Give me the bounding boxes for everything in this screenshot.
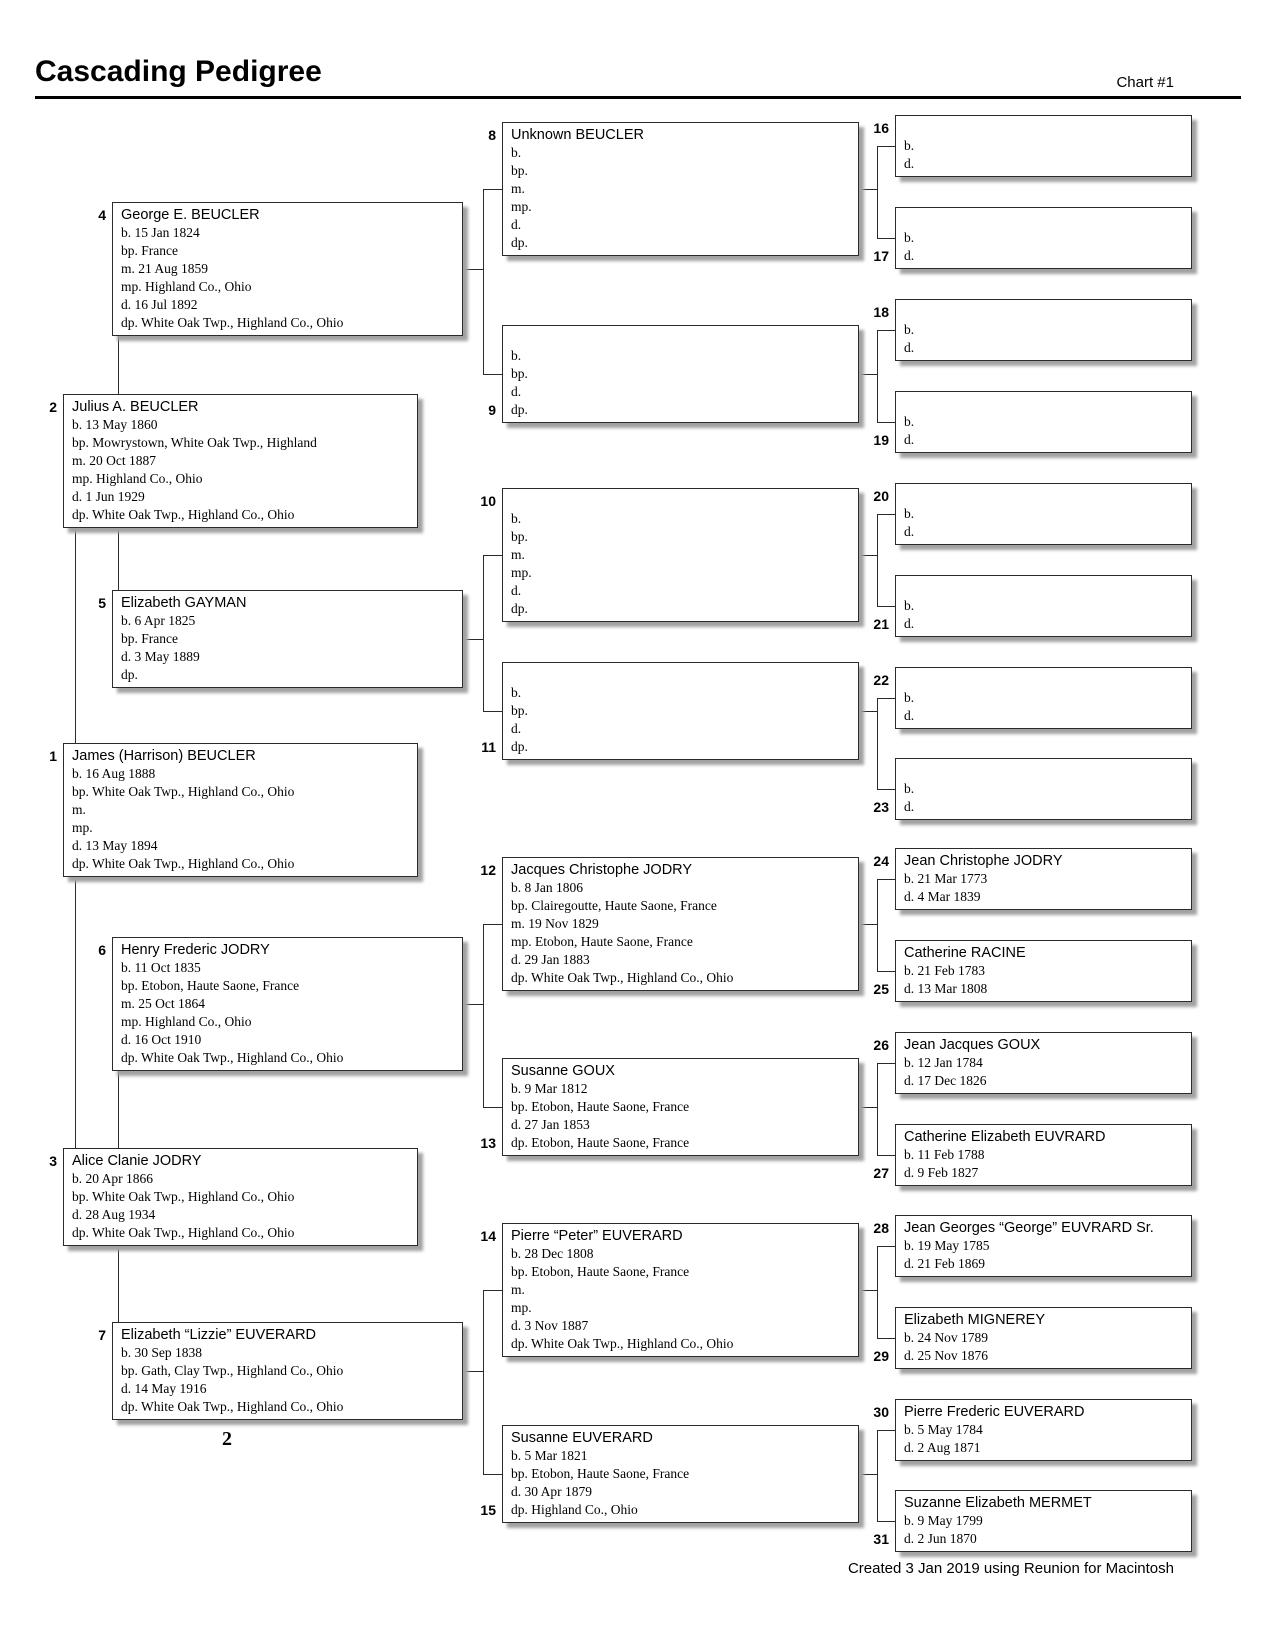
person-event: b. 9 Mar 1812 — [511, 1081, 588, 1096]
chart-number-label: Chart #1 — [1116, 74, 1174, 91]
person-event: dp. White Oak Twp., Highland Co., Ohio — [72, 856, 295, 871]
connector-line — [463, 1371, 483, 1372]
person-event: m. 20 Oct 1887 — [72, 453, 156, 468]
person-event: dp. White Oak Twp., Highland Co., Ohio — [121, 1050, 344, 1065]
person-name — [904, 303, 1183, 321]
person-event: b. — [511, 145, 522, 160]
person-box — [63, 1148, 418, 1246]
person-name: Susanne EUVERARD — [511, 1430, 653, 1446]
person-number: 29 — [873, 1348, 889, 1364]
person-event: m. 19 Nov 1829 — [511, 916, 599, 931]
person-box — [895, 575, 1192, 637]
person-box — [895, 1307, 1192, 1369]
person-event: b. — [904, 690, 915, 705]
person-event: b. 5 Mar 1821 — [511, 1448, 588, 1463]
person-event: mp. — [511, 199, 532, 214]
person-number: 28 — [873, 1220, 889, 1236]
connector-line — [118, 1071, 119, 1148]
person-event: b. — [511, 511, 522, 526]
person-event: dp. — [511, 601, 528, 616]
person-name — [904, 671, 1183, 689]
person-name: Susanne GOUX — [511, 1063, 615, 1079]
person-event: d. 17 Dec 1826 — [904, 1073, 987, 1088]
person-event: b. — [904, 138, 915, 153]
person-event: dp. White Oak Twp., Highland Co., Ohio — [72, 1225, 295, 1240]
person-event: dp. White Oak Twp., Highland Co., Ohio — [511, 970, 734, 985]
connector-line — [483, 189, 484, 374]
connector-line — [859, 924, 877, 925]
connector-line — [859, 711, 877, 712]
connector-line — [483, 1107, 502, 1108]
person-event: b. — [511, 685, 522, 700]
connector-line — [483, 555, 484, 711]
person-name: George E. BEUCLER — [121, 207, 260, 223]
person-event: bp. — [511, 163, 528, 178]
connector-line — [877, 514, 878, 606]
connector-line — [859, 1290, 877, 1291]
person-number: 27 — [873, 1165, 889, 1181]
person-event: dp. — [511, 235, 528, 250]
person-event: bp. Gath, Clay Twp., Highland Co., Ohio — [121, 1363, 344, 1378]
person-number: 21 — [873, 616, 889, 632]
person-event: bp. — [511, 366, 528, 381]
person-event: b. 15 Jan 1824 — [121, 225, 200, 240]
connector-line — [483, 1290, 502, 1291]
person-name: Pierre Frederic EUVERARD — [904, 1404, 1085, 1420]
person-name — [511, 492, 850, 510]
person-number: 25 — [873, 981, 889, 997]
connector-line — [483, 555, 502, 556]
person-box — [63, 394, 418, 528]
person-event: bp. France — [121, 631, 178, 646]
person-box — [895, 483, 1192, 545]
person-event: dp. — [511, 402, 528, 417]
connector-line — [877, 1246, 895, 1247]
person-name: Pierre “Peter” EUVERARD — [511, 1228, 683, 1244]
connector-line — [859, 189, 877, 190]
person-event: d. 2 Aug 1871 — [904, 1440, 981, 1455]
connector-line — [877, 514, 895, 515]
person-name: Jean Jacques GOUX — [904, 1037, 1041, 1053]
person-event: d. 4 Mar 1839 — [904, 889, 981, 904]
person-event: b. — [904, 230, 915, 245]
person-box — [502, 1058, 859, 1156]
person-event: b. 21 Feb 1783 — [904, 963, 985, 978]
person-number: 19 — [873, 432, 889, 448]
page-title: Cascading Pedigree — [35, 55, 322, 88]
person-event: mp. — [511, 565, 532, 580]
person-event: dp. Highland Co., Ohio — [511, 1502, 638, 1517]
person-event: d. 14 May 1916 — [121, 1381, 207, 1396]
person-number: 13 — [480, 1135, 496, 1151]
person-box — [895, 1490, 1192, 1552]
person-event: d. 1 Jun 1929 — [72, 489, 145, 504]
person-box — [895, 207, 1192, 269]
person-event: dp. — [511, 739, 528, 754]
person-event: d. 3 May 1889 — [121, 649, 200, 664]
person-number: 15 — [480, 1502, 496, 1518]
person-event: bp. Etobon, Haute Saone, France — [511, 1099, 690, 1114]
person-event: d. — [511, 583, 522, 598]
person-event: m. — [72, 802, 86, 817]
person-event: d. 2 Jun 1870 — [904, 1531, 977, 1546]
connector-line — [877, 789, 895, 790]
person-event: d. 21 Feb 1869 — [904, 1256, 985, 1271]
person-event: d. — [511, 384, 522, 399]
person-number: 26 — [873, 1037, 889, 1053]
connector-line — [483, 374, 502, 375]
person-event: m. 25 Oct 1864 — [121, 996, 205, 1011]
person-event: b. 28 Dec 1808 — [511, 1246, 594, 1261]
person-name: Julius A. BEUCLER — [72, 399, 199, 415]
person-box — [895, 1124, 1192, 1186]
person-box — [895, 940, 1192, 1002]
connector-line — [877, 971, 895, 972]
person-number: 10 — [480, 493, 496, 509]
person-number: 1 — [49, 748, 57, 764]
person-number: 23 — [873, 799, 889, 815]
footer-credit: Created 3 Jan 2019 using Reunion for Macintosh — [847, 1560, 1174, 1577]
person-event: d. — [904, 616, 915, 631]
person-event: d. — [904, 156, 915, 171]
person-number: 17 — [873, 248, 889, 264]
connector-line — [877, 330, 878, 422]
person-number: 7 — [98, 1327, 106, 1343]
person-event: d. 3 Nov 1887 — [511, 1318, 589, 1333]
connector-line — [877, 1246, 878, 1338]
person-number: 18 — [873, 304, 889, 320]
person-event: b. 6 Apr 1825 — [121, 613, 196, 628]
connector-line — [118, 528, 119, 590]
connector-line — [483, 1290, 484, 1474]
person-number: 31 — [873, 1531, 889, 1547]
person-event: b. 30 Sep 1838 — [121, 1345, 202, 1360]
connector-line — [483, 924, 502, 925]
person-event: mp. Highland Co., Ohio — [121, 279, 252, 294]
person-name — [904, 487, 1183, 505]
person-event: b. 21 Mar 1773 — [904, 871, 988, 886]
person-event: d. — [904, 432, 915, 447]
person-event: d. 16 Oct 1910 — [121, 1032, 202, 1047]
person-event: b. — [904, 322, 915, 337]
person-event: dp. White Oak Twp., Highland Co., Ohio — [121, 315, 344, 330]
connector-line — [877, 698, 895, 699]
person-box — [502, 662, 859, 760]
person-event: bp. Etobon, Haute Saone, France — [511, 1466, 690, 1481]
person-number: 4 — [98, 207, 106, 223]
person-event: m. — [511, 1282, 525, 1297]
person-event: d. 13 May 1894 — [72, 838, 158, 853]
person-name: Jean Christophe JODRY — [904, 853, 1063, 869]
connector-line — [877, 1338, 895, 1339]
person-event: b. 8 Jan 1806 — [511, 880, 583, 895]
person-box — [895, 1215, 1192, 1277]
person-number: 11 — [481, 739, 496, 755]
person-event: d. 27 Jan 1853 — [511, 1117, 590, 1132]
person-event: mp. Highland Co., Ohio — [121, 1014, 252, 1029]
person-event: dp. White Oak Twp., Highland Co., Ohio — [121, 1399, 344, 1414]
person-name — [904, 395, 1183, 413]
person-name — [904, 119, 1183, 137]
person-event: bp. Clairegoutte, Haute Saone, France — [511, 898, 717, 913]
person-event: d. — [511, 721, 522, 736]
connector-line — [877, 1430, 878, 1521]
connector-line — [483, 711, 502, 712]
connector-line — [877, 1155, 895, 1156]
connector-line — [859, 374, 877, 375]
person-event: dp. White Oak Twp., Highland Co., Ohio — [511, 1336, 734, 1351]
connector-line — [877, 238, 895, 239]
connector-line — [75, 877, 76, 1148]
connector-line — [877, 879, 878, 971]
person-event: bp. Etobon, Haute Saone, France — [121, 978, 300, 993]
person-event: d. — [511, 217, 522, 232]
person-event: d. — [904, 799, 915, 814]
person-event: d. — [904, 708, 915, 723]
person-number: 5 — [98, 595, 106, 611]
person-event: bp. France — [121, 243, 178, 258]
person-event: bp. White Oak Twp., Highland Co., Ohio — [72, 784, 295, 799]
person-event: bp. White Oak Twp., Highland Co., Ohio — [72, 1189, 295, 1204]
person-event: b. 12 Jan 1784 — [904, 1055, 983, 1070]
person-box — [63, 743, 418, 877]
person-box — [502, 488, 859, 622]
person-name: Jean Georges “George” EUVRARD Sr. — [904, 1220, 1154, 1236]
person-box — [895, 115, 1192, 177]
person-name: Elizabeth GAYMAN — [121, 595, 247, 611]
person-box — [895, 1399, 1192, 1461]
person-event: dp. — [121, 667, 138, 682]
connector-line — [75, 528, 76, 743]
person-number: 6 — [98, 942, 106, 958]
person-box — [112, 1322, 463, 1420]
person-event: d. — [904, 340, 915, 355]
person-event: d. 13 Mar 1808 — [904, 981, 988, 996]
person-box — [112, 937, 463, 1071]
person-box — [895, 848, 1192, 910]
person-number: 16 — [873, 120, 889, 136]
person-name — [904, 762, 1183, 780]
connector-line — [877, 1063, 895, 1064]
person-box — [895, 667, 1192, 729]
person-event: dp. Etobon, Haute Saone, France — [511, 1135, 690, 1150]
person-event: b. — [904, 506, 915, 521]
connector-line — [463, 639, 483, 640]
person-box — [112, 202, 463, 336]
connector-line — [118, 336, 119, 394]
connector-line — [877, 1063, 878, 1155]
connector-line — [859, 555, 877, 556]
person-box — [895, 299, 1192, 361]
person-name — [511, 329, 850, 347]
person-event: b. 19 May 1785 — [904, 1238, 990, 1253]
connector-line — [877, 330, 895, 331]
connector-line — [877, 879, 895, 880]
person-event: b. 24 Nov 1789 — [904, 1330, 988, 1345]
connector-line — [877, 606, 895, 607]
person-number: 12 — [480, 862, 496, 878]
person-number: 30 — [873, 1404, 889, 1420]
person-event: d. 9 Feb 1827 — [904, 1165, 979, 1180]
person-event: d. 30 Apr 1879 — [511, 1484, 592, 1499]
connector-line — [877, 1430, 895, 1431]
person-event: b. — [904, 781, 915, 796]
person-event: m. — [511, 181, 525, 196]
person-name: Catherine Elizabeth EUVRARD — [904, 1129, 1106, 1145]
person-event: b. — [904, 598, 915, 613]
person-event: d. 16 Jul 1892 — [121, 297, 198, 312]
person-event: b. 5 May 1784 — [904, 1422, 983, 1437]
person-box — [502, 1223, 859, 1357]
person-event: b. 11 Oct 1835 — [121, 960, 201, 975]
connector-line — [877, 146, 878, 238]
person-event: b. — [511, 348, 522, 363]
person-event: d. 29 Jan 1883 — [511, 952, 590, 967]
person-event: m. — [511, 547, 525, 562]
title-rule — [35, 96, 1241, 99]
person-event: bp. — [511, 529, 528, 544]
page-number: 2 — [222, 1428, 232, 1450]
person-name: Elizabeth “Lizzie” EUVERARD — [121, 1327, 317, 1343]
connector-line — [877, 1521, 895, 1522]
person-name — [904, 579, 1183, 597]
person-name: Elizabeth MIGNEREY — [904, 1312, 1046, 1328]
person-event: d. 25 Nov 1876 — [904, 1348, 988, 1363]
person-name: Jacques Christophe JODRY — [511, 862, 693, 878]
connector-line — [463, 269, 483, 270]
connector-line — [483, 189, 502, 190]
connector-line — [118, 1246, 119, 1322]
person-box — [502, 325, 859, 423]
person-event: b. 16 Aug 1888 — [72, 766, 156, 781]
person-event: d. 28 Aug 1934 — [72, 1207, 156, 1222]
person-number: 3 — [49, 1153, 57, 1169]
person-name: Unknown BEUCLER — [511, 127, 644, 143]
person-event: d. — [904, 524, 915, 539]
person-event: dp. White Oak Twp., Highland Co., Ohio — [72, 507, 295, 522]
person-number: 24 — [873, 853, 889, 869]
person-event: mp. — [72, 820, 93, 835]
person-box — [895, 1032, 1192, 1094]
connector-line — [859, 1107, 877, 1108]
person-number: 20 — [873, 488, 889, 504]
person-name: Suzanne Elizabeth MERMET — [904, 1495, 1092, 1511]
person-name — [904, 211, 1183, 229]
person-name: Catherine RACINE — [904, 945, 1026, 961]
person-number: 8 — [488, 127, 496, 143]
connector-line — [463, 1004, 483, 1005]
connector-line — [877, 698, 878, 789]
person-event: b. — [904, 414, 915, 429]
connector-line — [877, 422, 895, 423]
connector-line — [877, 146, 895, 147]
person-event: mp. — [511, 1300, 532, 1315]
person-event: b. 13 May 1860 — [72, 417, 158, 432]
person-event: bp. — [511, 703, 528, 718]
person-event: b. 11 Feb 1788 — [904, 1147, 985, 1162]
person-number: 2 — [49, 399, 57, 415]
person-event: mp. Etobon, Haute Saone, France — [511, 934, 693, 949]
person-number: 22 — [873, 672, 889, 688]
person-event: b. 9 May 1799 — [904, 1513, 983, 1528]
person-box — [895, 758, 1192, 820]
person-event: mp. Highland Co., Ohio — [72, 471, 203, 486]
person-event: m. 21 Aug 1859 — [121, 261, 209, 276]
person-box — [502, 1425, 859, 1523]
person-event: b. 20 Apr 1866 — [72, 1171, 153, 1186]
person-box — [502, 857, 859, 991]
person-number: 14 — [480, 1228, 496, 1244]
connector-line — [859, 1474, 877, 1475]
person-box — [502, 122, 859, 256]
connector-line — [483, 924, 484, 1107]
person-name: Henry Frederic JODRY — [121, 942, 270, 958]
person-name — [511, 666, 850, 684]
person-event: bp. Mowrystown, White Oak Twp., Highland — [72, 435, 317, 450]
person-box — [112, 590, 463, 688]
person-event: d. — [904, 248, 915, 263]
connector-line — [483, 1474, 502, 1475]
person-name: James (Harrison) BEUCLER — [72, 748, 256, 764]
person-number: 9 — [488, 402, 496, 418]
person-box — [895, 391, 1192, 453]
person-name: Alice Clanie JODRY — [72, 1153, 202, 1169]
person-event: bp. Etobon, Haute Saone, France — [511, 1264, 690, 1279]
